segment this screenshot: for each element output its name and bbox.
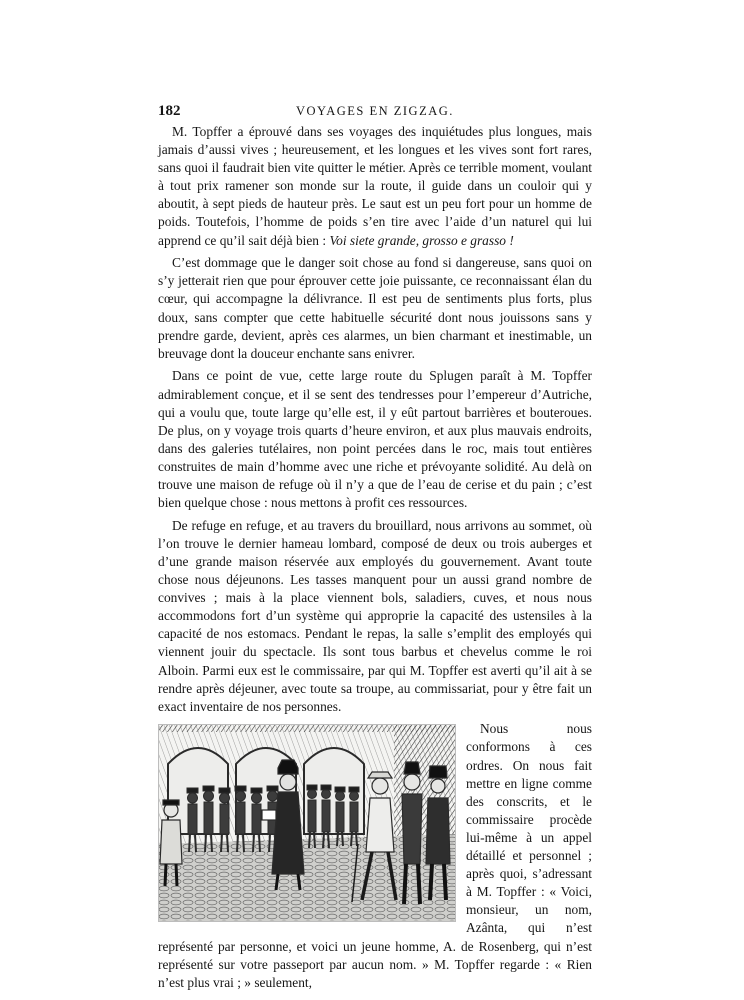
- engraving-scene: [158, 724, 456, 922]
- page-header: [158, 103, 590, 121]
- paragraph-3: Dans ce point de vue, cette large route du Splugen paraît à M. Topffer admirablement conçue, et il se sent des tendresses pour l’empereur d’Autriche, qui a voulu que, toute large qu’elle est, il y eût partout barrières et bouteroues. De plus, on y voyage trois quarts d’heure environ, et aux plus mauvais endroits, dans des galeries tutélaires, non point percées dans le roc, mais tout entières construites de main d’homme avec une riche et prévoyante solidité. Au delà on trouve une maison de refuge où il n’y a que de l’eau de cerise et du pain ; c’est bien quelque chose : nous mettons à profit ces ressources.: [158, 368, 592, 511]
- paragraph-4: De refuge en refuge, et au travers du brouillard, nous arrivons au sommet, où l’on trouve le dernier hameau lombard, composé de deux ou trois auberges et d’une grande maison réservée aux employés du gouvernement. Avant toute chose nous déjeunons. Les tasses manquent pour un aussi grand nombre de convives ; mais à la place viennent bols, saladiers, cuves, et nous nous accommodons fort d’un système qui approprie la capacité des ustensiles à la capacité de nos estomacs. Pendant le repas, la salle s’emplit des employés qui viennent jouir du spectacle. Ils sont tous barbus et chevelus comme le roi Alboin. Parmi eux est le commissaire, par qui M. Topffer est averti qu’il ait à se rendre après déjeuner, avec toute sa troupe, au commissariat, pour y être fait un exact inventaire de nos personnes.: [158, 517, 592, 714]
- paragraph-5-text: Nous nous conformons à ces ordres. On nous fait mettre en ligne comme des conscrits, et le commissaire procède lui-même à un appel détaillé et personnel ; après quoi, s’adressant à M. Topffer : « Voici, monsieur, un nom, Azânta, qui n’est représenté par personne, et voici un jeune homme, A. de Rosenberg, qui n’est représenté sur votre passeport par aucun nom. » M. Topffer regarde : « Rien n’est plus vrai ; » seulement,: [158, 721, 592, 990]
- page-number: 182: [158, 103, 181, 119]
- paragraph-2: C’est dommage que le danger soit chose au fond si dangereuse, sans quoi on s’y jetterait rien que pour éprouver cette joie puissante, ce reconnaissant élan du cœur, qui accompagne la délivrance. Il est peu de sentiments plus forts, plus doux, sans compter que cette habituelle sécurité dont nous jouissons sans y prendre garde, devient, après ces alarmes, un bien charmant et inestimable, un breuvage dont la douceur enchante sans enivrer.: [158, 255, 592, 361]
- running-title: VOYAGES EN ZIGZAG.: [296, 104, 454, 118]
- italian-quote: Voi siete grande, grosso e grasso !: [329, 232, 514, 248]
- paragraph-1-text: M. Topffer a éprouvé dans ses voyages des inquiétudes plus longues, mais jamais d’aussi vives ; heureusement, et les longues et les vives sont fort rares, sans quoi il faudrait bien vite quitter le métier. Après ce terrible moment, voulant à tout prix ramener son monde sur la route, il guide dans un couloir qui y aboutit, à sept pieds de hauteur près. Le saut est un peu fort pour un homme de poids. Toutefois, l’homme de poids s’en tire avec l’aide d’un naturel qui lui apprend ce qu’il sait déjà bien :: [158, 124, 592, 248]
- paragraph-5: [158, 720, 592, 991]
- body-text: [158, 123, 592, 992]
- paragraph-1: [158, 123, 592, 250]
- engraving-illustration: [158, 724, 456, 922]
